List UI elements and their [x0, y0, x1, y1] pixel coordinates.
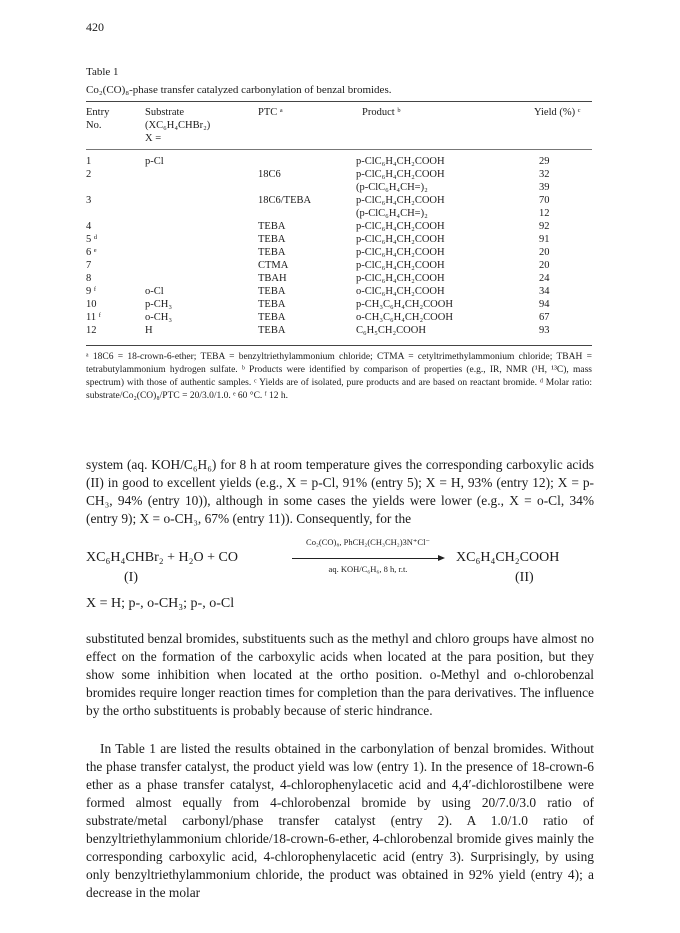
- table-top-rule: [86, 101, 592, 102]
- body-paragraph-1: system (aq. KOH/C₆H₆) for 8 h at room temperature gives the corresponding carboxylic acids (II) in good to excellent yields (e.g., X = p-Cl, 91% (entry 5); X = H, 93% (entry 12); X = p-CH₃, 94% (entry 10)), although in some cases the yields were lower (e.g., X = o-Cl, 34% (entry 9); X = o-CH₃, 67% (entry 11)). Consequently, for the: [86, 457, 594, 526]
- cell-product: (p-ClC₆H₄CH=)₂: [356, 182, 428, 193]
- cell-ptc: TEBA: [258, 312, 286, 323]
- header-substrate: Substrate (XC₆H₄CHBr₂) X =: [145, 107, 211, 144]
- header-ptc: PTC ᵃ: [258, 107, 283, 118]
- cell-substrate: o-Cl: [145, 286, 164, 297]
- table-row: [86, 194, 592, 207]
- cell-product: p-ClC₆H₄CH₂COOH: [356, 247, 445, 258]
- cell-ptc: TEBA: [258, 221, 286, 232]
- page-number: 420: [86, 20, 104, 34]
- body-paragraph-2: substituted benzal bromides, substituents such as the methyl and chloro groups have almost no effect on the formation of the carboxylic acids when located at the para position, but they show some inhibition when located at the ortho position. o-Methyl and o-chlorobenzal bromides require longer reaction times for completion than the para derivatives. The influence by the ortho substituents is probably because of steric hindrance.: [86, 631, 594, 718]
- cell-ptc: CTMA: [258, 260, 289, 271]
- cell-entry: 6 ᵉ: [86, 247, 97, 258]
- cell-product: p-ClC₆H₄CH₂COOH: [356, 260, 445, 271]
- cell-entry: 5 ᵈ: [86, 234, 98, 245]
- cell-ptc: TBAH: [258, 273, 287, 284]
- table-label: Table 1: [86, 66, 119, 78]
- cell-yield: 93: [539, 325, 550, 336]
- cell-substrate: H: [145, 325, 153, 336]
- cell-ptc: TEBA: [258, 247, 286, 258]
- cell-yield: 34: [539, 286, 550, 297]
- table-row: [86, 285, 592, 298]
- cell-ptc: TEBA: [258, 234, 286, 245]
- cell-substrate: o-CH₃: [145, 312, 172, 323]
- table-footnotes: ᵃ 18C6 = 18-crown-6-ether; TEBA = benzyltriethylammonium chloride; CTMA = cetyltrimethylammonium chloride; TBAH = tetrabutylammonium hydrogen sulfate. ᵇ Products were identified by comparison of properties (e.g., IR, NMR (¹H, ¹³C), mass spectrum) with those of authentic samples. ᶜ Yields are of isolated, pure products and are based on reactant bromide. ᵈ Molar ratio: substrate/Co₂(CO)₈/PTC = 20/3.0/1.0. ᵉ 60 °C. ᶠ 12 h.: [86, 352, 592, 401]
- equation-left: XC₆H₄CHBr₂ + H₂O + CO: [86, 550, 238, 565]
- equation-label-product: (II): [515, 570, 534, 585]
- cell-product: p-CH₃C₆H₄CH₂COOH: [356, 299, 453, 310]
- cell-entry: 10: [86, 299, 97, 310]
- cell-product: o-CH₃C₆H₄CH₂COOH: [356, 312, 453, 323]
- table-row: [86, 259, 592, 272]
- cell-ptc: 18C6/TEBA: [258, 195, 312, 206]
- table-body: [86, 155, 592, 337]
- table-row: [86, 168, 592, 181]
- header-yield: Yield (%) ᶜ: [534, 107, 581, 118]
- body-paragraph-3: In Table 1 are listed the results obtained in the carbonylation of benzal bromides. Without the phase transfer catalyst, the product yield was low (entry 1). In the presence of 18-crown-6 ether as a phase transfer catalyst, 4-chlorophenylacetic acid and 4,4′-dichlorostilbene were formed almost equally from 4-chlorobenzal bromide by using 20/7.0/3.0 ratio of substrate/metal carbonyl/phase transfer catalyst (entry 2). A 1.0/1.0 ratio of benzyltriethylammonium chloride/18-crown-6-ether, 4-chlorobenzal bromide gives mainly the corresponding carboxylic acid, 4-chlorophenylacetic acid (entry 3). Surprisingly, by using only benzyltriethylammonium chloride, the product was obtained in 92% yield (entry 4); a decrease in the molar: [86, 741, 594, 900]
- cell-product: C₆H₅CH₂COOH: [356, 325, 426, 336]
- cell-product: p-ClC₆H₄CH₂COOH: [356, 156, 445, 167]
- table-row: [86, 207, 592, 220]
- cell-yield: 20: [539, 260, 550, 271]
- equation-right: XC₆H₄CH₂COOH: [456, 550, 560, 565]
- cell-ptc: TEBA: [258, 286, 286, 297]
- cell-substrate: p-CH₃: [145, 299, 172, 310]
- cell-entry: 7: [86, 260, 92, 271]
- header-product: Product ᵇ: [362, 107, 401, 118]
- cell-entry: 4: [86, 221, 92, 232]
- cell-product: p-ClC₆H₄CH₂COOH: [356, 273, 445, 284]
- cell-yield: 24: [539, 273, 550, 284]
- cell-entry: 1: [86, 156, 92, 167]
- cell-yield: 70: [539, 195, 550, 206]
- table-row: [86, 233, 592, 246]
- cell-yield: 20: [539, 247, 550, 258]
- equation-label-reactant: (I): [124, 570, 138, 585]
- cell-entry: 8: [86, 273, 92, 284]
- header-entry: Entry No.: [86, 107, 110, 131]
- cell-yield: 29: [539, 156, 550, 167]
- cell-product: p-ClC₆H₄CH₂COOH: [356, 169, 445, 180]
- table-row: [86, 220, 592, 233]
- cell-yield: 12: [539, 208, 550, 219]
- cell-ptc: 18C6: [258, 169, 281, 180]
- cell-product: p-ClC₆H₄CH₂COOH: [356, 221, 445, 232]
- cell-product: o-ClC₆H₄CH₂COOH: [356, 286, 445, 297]
- equation-substituents: X = H; p-, o-CH₃; p-, o-Cl: [86, 596, 235, 611]
- cell-product: (p-ClC₆H₄CH=)₂: [356, 208, 428, 219]
- cell-entry: 3: [86, 195, 92, 206]
- table-caption: Co₂(CO)₈-phase transfer catalyzed carbonylation of benzal bromides.: [86, 84, 392, 96]
- equation-reagent-above: Co₂(CO)₈, PhCH₂(CH₃CH₂)3N⁺Cl⁻: [306, 537, 430, 547]
- cell-entry: 12: [86, 325, 97, 336]
- table-bottom-rule: [86, 345, 592, 346]
- cell-ptc: TEBA: [258, 325, 286, 336]
- cell-yield: 91: [539, 234, 550, 245]
- reaction-arrow-icon: [292, 558, 440, 559]
- cell-substrate: p-Cl: [145, 156, 164, 167]
- table-row: [86, 246, 592, 259]
- cell-product: p-ClC₆H₄CH₂COOH: [356, 195, 445, 206]
- cell-entry: 11 ᶠ: [86, 312, 101, 323]
- table-row: [86, 298, 592, 311]
- table-header-rule: [86, 149, 592, 150]
- table-row: [86, 155, 592, 168]
- table-row: [86, 324, 592, 337]
- cell-yield: 92: [539, 221, 550, 232]
- cell-product: p-ClC₆H₄CH₂COOH: [356, 234, 445, 245]
- cell-yield: 32: [539, 169, 550, 180]
- table-row: [86, 181, 592, 194]
- equation-reagent-below: aq. KOH/C₆H₆, 8 h, r.t.: [328, 564, 408, 574]
- cell-yield: 94: [539, 299, 550, 310]
- cell-ptc: TEBA: [258, 299, 286, 310]
- arrowhead-icon: [438, 555, 445, 561]
- cell-entry: 2: [86, 169, 92, 180]
- cell-entry: 9 ᶠ: [86, 286, 97, 297]
- table-row: [86, 272, 592, 285]
- cell-yield: 67: [539, 312, 550, 323]
- table-row: [86, 311, 592, 324]
- cell-yield: 39: [539, 182, 550, 193]
